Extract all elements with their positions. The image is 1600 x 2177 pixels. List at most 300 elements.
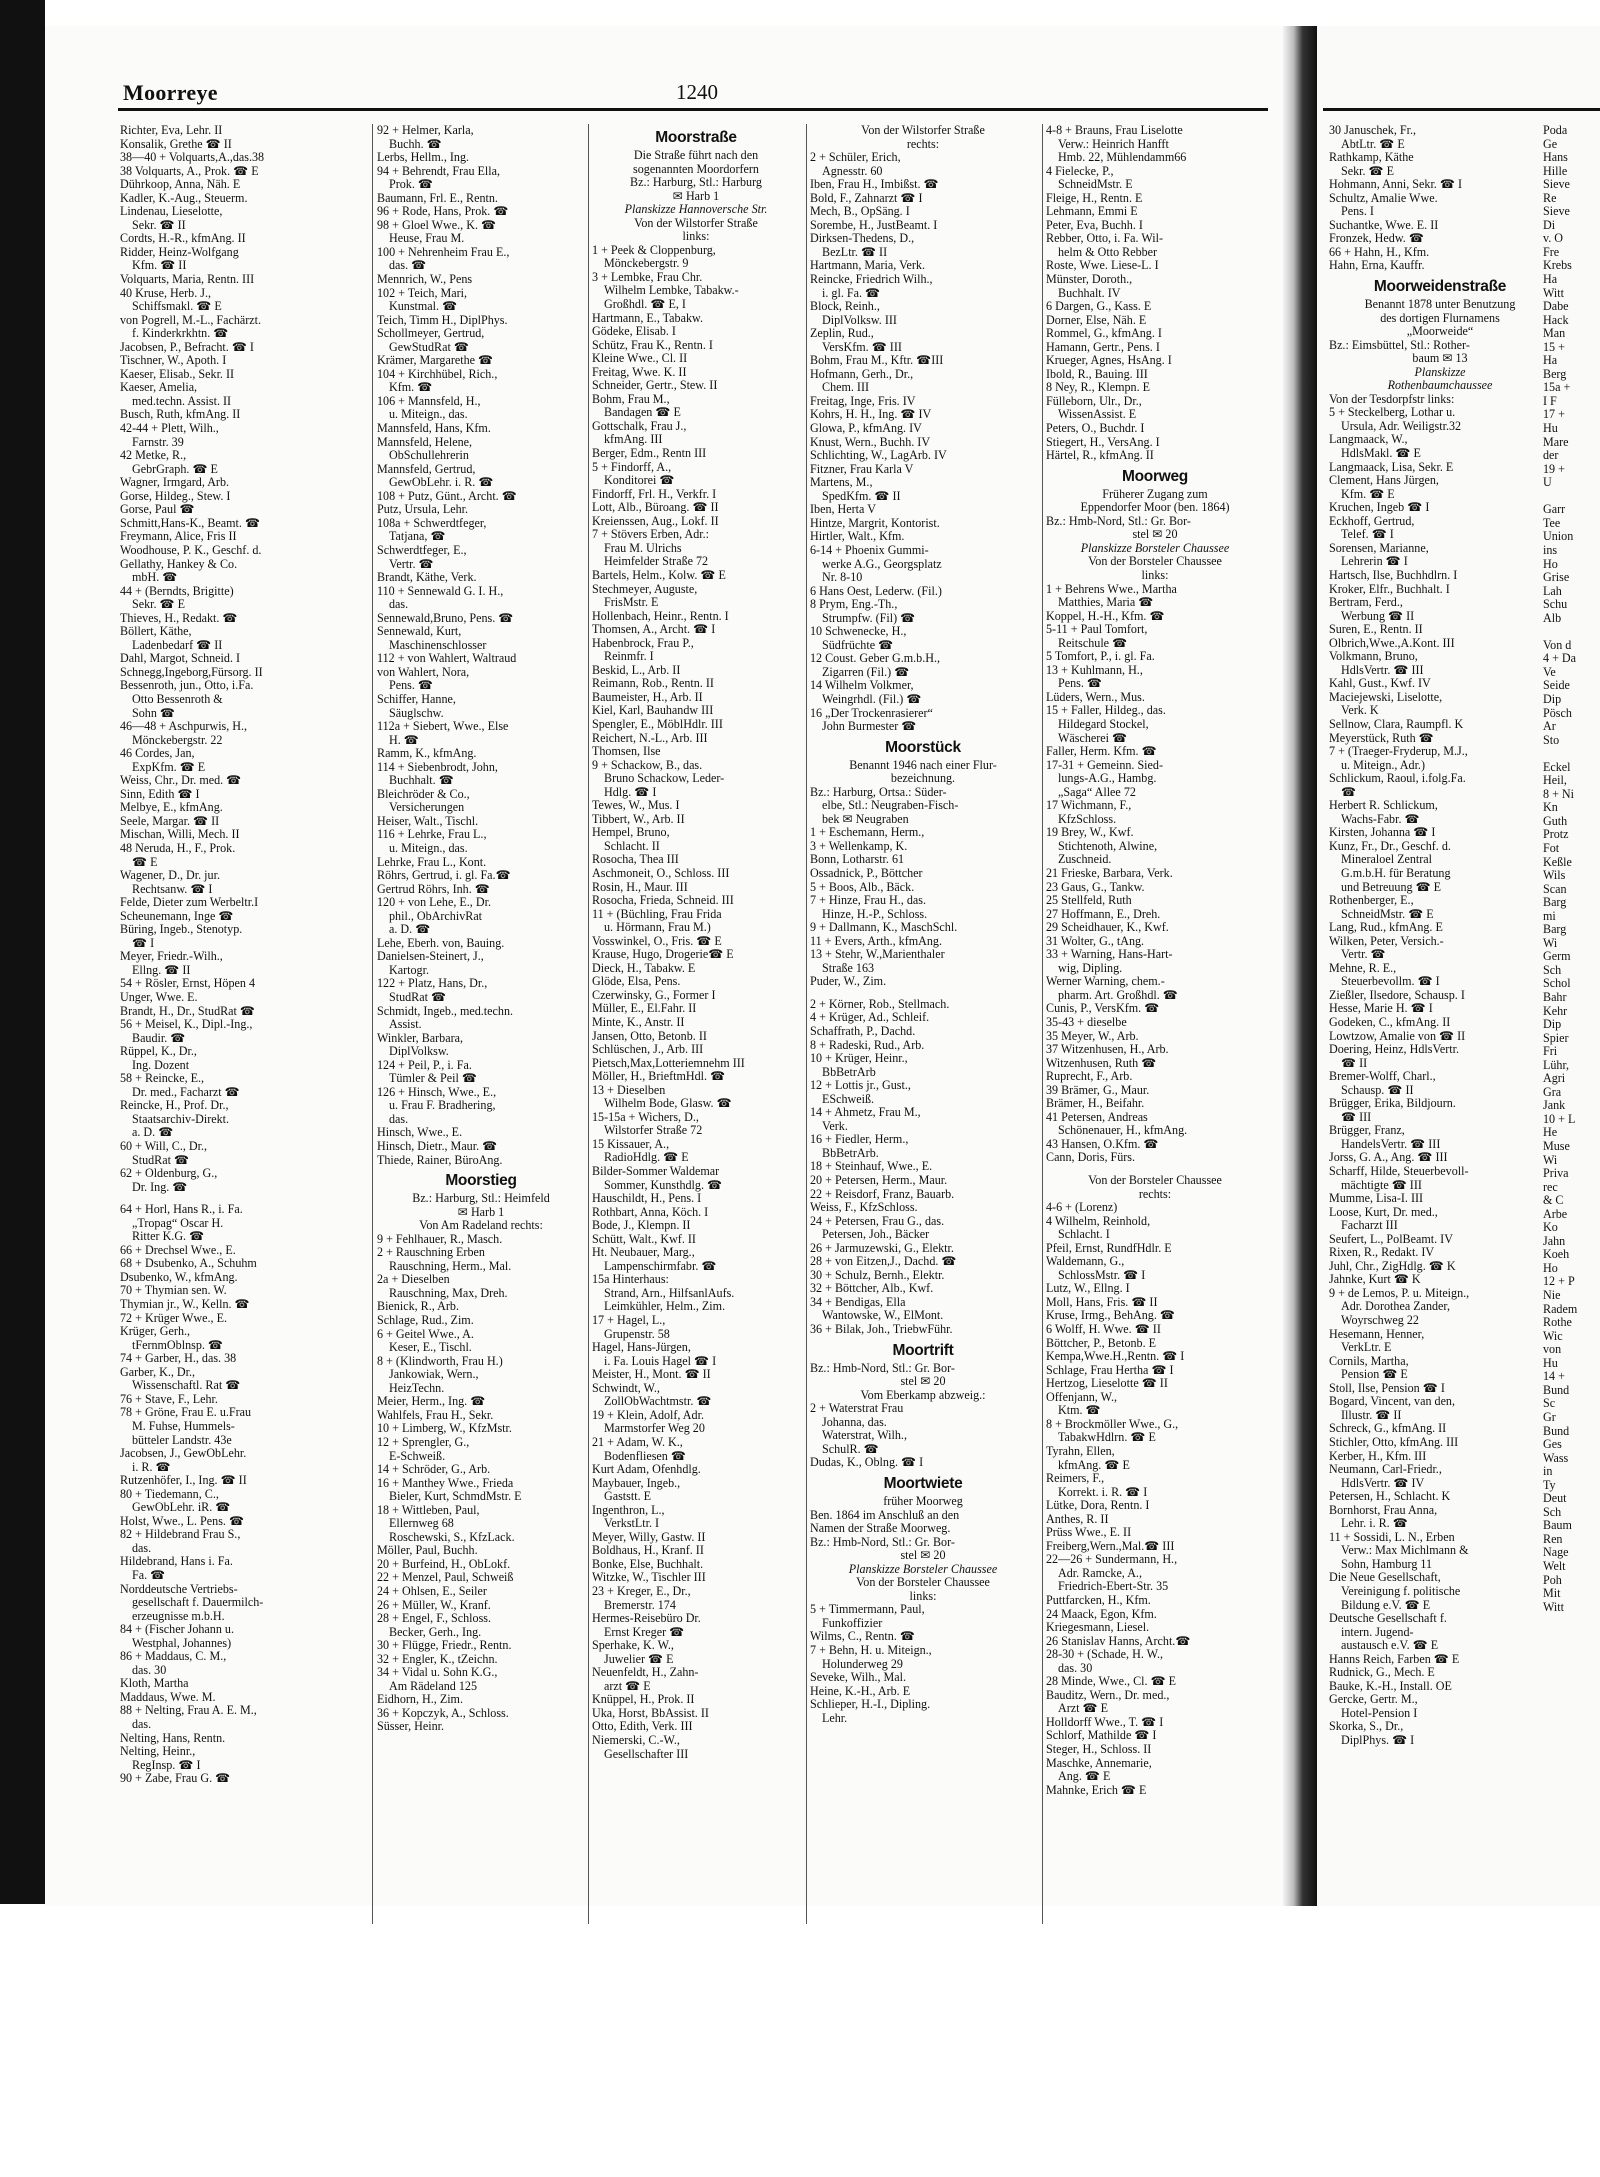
directory-entry: 4-6 + (Lorenz) <box>1046 1201 1118 1215</box>
directory-entry: ☎ E <box>132 855 158 869</box>
directory-entry: Reimann, Rob., Rentn. II <box>592 677 714 691</box>
directory-entry: Assist. <box>389 1018 422 1032</box>
directory-entry: Sennewald,Bruno, Pens. ☎ <box>377 611 514 625</box>
directory-entry: Am Rädeland 125 <box>389 1679 477 1693</box>
directory-entry: Versicherungen <box>389 801 465 815</box>
directory-entry: Holldorff Wwe., T. ☎ I <box>1046 1715 1164 1729</box>
directory-entry: Ritter K.G. ☎ <box>132 1230 205 1244</box>
directory-entry: Jorss, G. A., Ang. ☎ III <box>1329 1151 1448 1165</box>
directory-entry: Gercke, Gertr. M., <box>1329 1693 1418 1707</box>
directory-entry: Unger, Wwe. E. <box>120 991 198 1004</box>
directory-entry: Brügger, Erika, Bildjourn. <box>1329 1097 1456 1111</box>
street-note: Die Straße führt nach den <box>633 149 759 162</box>
directory-entry: 48 Neruda, H., F., Prok. <box>120 841 236 855</box>
directory-entry: VersKfm. ☎ III <box>822 340 902 354</box>
next-page-fragment: Baum <box>1543 1518 1572 1533</box>
directory-entry: 60 + Will, C., Dr., <box>120 1140 208 1154</box>
directory-entry: Ossadnick, P., Böttcher <box>810 866 923 880</box>
next-page-fragment: Sc <box>1543 1396 1556 1411</box>
directory-entry: Niemerski, C.-W., <box>592 1733 680 1747</box>
directory-entry: Sohn, Hamburg 11 <box>1341 1557 1433 1571</box>
next-page-fragment: rec <box>1543 1179 1558 1194</box>
directory-entry: 16 + Manthey Wwe., Frieda <box>377 1476 514 1490</box>
directory-entry: Lehmann, Emmi E <box>1046 205 1138 219</box>
directory-entry: Adr. Dorothea Zander, <box>1341 1300 1450 1314</box>
directory-entry: Rosin, H., Maur. III <box>592 880 688 894</box>
directory-entry: u. Hörmann, Frau M.) <box>604 921 711 935</box>
street-heading: Moorstieg <box>445 1172 517 1190</box>
directory-entry: Roste, Wwe. Liese-L. I <box>1046 259 1159 273</box>
directory-entry: Bz.: Harburg, Ortsa.: Süder- <box>810 785 947 799</box>
directory-entry: Kfm. ☎ E <box>1341 487 1395 501</box>
next-page-fragment: Agri <box>1543 1071 1566 1086</box>
directory-entry: i. R. ☎ <box>132 1460 171 1474</box>
directory-entry: 100 + Nehrenheim Frau E., <box>377 245 510 259</box>
directory-entry: 122 + Platz, Hans, Dr., <box>377 977 488 991</box>
column-1 <box>120 124 366 1914</box>
directory-entry: Keser, E., Tischl. <box>389 1341 472 1355</box>
street-note: Rothenbaumchaussee <box>1387 379 1493 393</box>
directory-entry: Offenjann, W., <box>1046 1390 1117 1404</box>
directory-entry: Heuse, Frau M. <box>389 232 465 246</box>
directory-entry: Verk. K <box>1341 704 1379 718</box>
street-note: baum ✉ 13 <box>1412 352 1468 366</box>
directory-entry: Winkler, Barbara, <box>377 1031 463 1045</box>
directory-entry: Woodhouse, P. K., Geschf. d. <box>120 543 262 557</box>
next-page-fragment: Mit <box>1543 1586 1561 1601</box>
directory-entry: John Burmester ☎ <box>822 720 917 734</box>
next-page-fragment: Seide <box>1543 678 1570 693</box>
directory-entry: Baudir. ☎ <box>132 1031 186 1045</box>
street-note: Früherer Zugang zum <box>1102 487 1208 501</box>
street-note: sogenannten Moordorfern <box>633 162 759 176</box>
directory-entry: Scharff, Hilde, Steuerbevoll- <box>1329 1165 1469 1179</box>
directory-entry: 21 Frieske, Barbara, Verk. <box>1046 866 1173 880</box>
directory-entry: Putz, Ursula, Lehr. <box>377 503 469 517</box>
directory-entry: Dudas, K., Oblng. ☎ I <box>810 1456 924 1470</box>
street-note: Planskizze Borsteler Chaussee <box>848 1562 998 1576</box>
directory-entry: 86 + Maddaus, C. M., <box>120 1650 227 1664</box>
directory-entry: 42-44 + Plett, Wilh., <box>120 422 219 436</box>
directory-entry: Knüppel, H., Prok. II <box>592 1693 695 1707</box>
directory-entry: Ibold, R., Bauing. III <box>1046 367 1148 381</box>
directory-entry: ZollObWachtmstr. ☎ <box>604 1395 712 1409</box>
directory-entry: 8 Ney, R., Klempn. E <box>1046 381 1151 395</box>
directory-entry: Hartmann, E., Tabakw. <box>592 311 703 325</box>
directory-entry: 62 + Oldenburg, G., <box>120 1167 218 1181</box>
directory-entry: 29 Scheidhauer, K., Kwf. <box>1046 921 1169 935</box>
directory-entry: 108a + Schwerdtfeger, <box>377 516 487 530</box>
directory-entry: Ladenbedarf ☎ II <box>132 638 223 652</box>
directory-entry: Mischan, Willi, Mech. II <box>120 828 240 842</box>
directory-entry: 40 Kruse, Herb. J., <box>120 286 212 300</box>
directory-entry: Bilder-Sommer Waldemar <box>592 1165 720 1179</box>
directory-entry: Deutsche Gesellschaft f. <box>1329 1612 1447 1626</box>
directory-entry: Thiede, Rainer, BüroAng. <box>377 1153 503 1167</box>
directory-entry: Südfrüchte ☎ <box>822 638 894 652</box>
next-page-fragment: Ge <box>1543 136 1558 151</box>
next-page-fragment: Dip <box>1543 691 1562 706</box>
directory-entry: Rommel, G., kfmAng. I <box>1046 327 1162 341</box>
directory-entry: Wilstorfer Straße 72 <box>604 1124 703 1138</box>
directory-entry: 2a + Dieselben <box>377 1273 450 1287</box>
directory-entry: 96 + Rode, Hans, Prok. ☎ <box>377 205 509 219</box>
directory-entry: 24 + Petersen, Frau G., das. <box>810 1214 945 1228</box>
directory-entry: 114 + Siebenbrodt, John, <box>377 760 498 774</box>
directory-entry: Lehrerin ☎ I <box>1341 555 1408 569</box>
directory-entry: Krause, Hugo, Drogerie☎ E <box>592 948 734 962</box>
directory-entry: Buchh. ☎ <box>389 137 442 151</box>
directory-entry: Bz.: Hmb-Nord, Stl.: Gr. Bor- <box>1046 514 1191 528</box>
street-note: Bz.: Harburg, Stl.: Heimfeld <box>412 1192 550 1206</box>
directory-entry: Brandt, H., Dr., StudRat ☎ <box>120 1004 255 1018</box>
directory-entry: StudRat ☎ <box>389 991 447 1004</box>
directory-entry: 9 + Schackow, B., das. <box>592 758 703 772</box>
directory-entry: Ursula, Adr. Weiligstr.32 <box>1341 419 1462 433</box>
directory-entry: Brämer, H., Beifahr. <box>1046 1097 1145 1111</box>
directory-entry: Brandt, Käthe, Verk. <box>377 571 477 585</box>
directory-entry: Matthies, Maria ☎ <box>1058 596 1154 610</box>
directory-entry: Lütke, Dora, Rentn. I <box>1046 1499 1150 1513</box>
next-page-fragment: Ho <box>1543 1260 1558 1275</box>
directory-entry: Gorse, Paul ☎ <box>120 503 195 517</box>
next-page-fragment: Sch <box>1543 1504 1562 1519</box>
directory-entry: 70 + Thymian sen. W. <box>120 1284 227 1298</box>
directory-entry: Herbert R. Schlickum, <box>1329 799 1438 813</box>
directory-entry: Zießler, Ilsedore, Schausp. I <box>1329 988 1465 1002</box>
directory-entry: mbH. ☎ <box>132 571 178 585</box>
directory-entry: Sommer, Kunsthdlg. ☎ <box>604 1178 723 1192</box>
next-page-fragment: Union <box>1543 529 1574 544</box>
directory-entry: 94 + Behrendt, Frau Ella, <box>377 164 501 178</box>
directory-entry: Werner Warning, chem.- <box>1046 975 1165 989</box>
directory-entry: Bode, J., Klempn. II <box>592 1219 691 1233</box>
directory-entry: Mumme, Lisa-I. III <box>1329 1192 1424 1206</box>
next-page-fragment: Bund <box>1543 1382 1570 1397</box>
directory-entry: Schlichting, W., LagArb. IV <box>810 449 947 463</box>
next-page-fragment: Lah <box>1543 583 1562 598</box>
directory-entry: 7 + (Traeger-Fryderup, M.J., <box>1329 745 1468 759</box>
directory-entry: Freiberg,Wern.,Mal.☎ III <box>1046 1539 1175 1553</box>
directory-entry: Mennrich, W., Pens <box>377 273 473 287</box>
directory-entry: Sperhake, K. W., <box>592 1639 674 1653</box>
next-page-fragment: Grise <box>1543 570 1570 585</box>
directory-entry: Cunis, P., VersKfm. ☎ <box>1046 1002 1160 1016</box>
directory-entry: Hinze, H.-P., Schloss. <box>822 907 928 921</box>
directory-entry: Bz.: Hmb-Nord, Stl.: Gr. Bor- <box>810 1535 955 1549</box>
next-page-fragment: Dabe <box>1543 299 1569 314</box>
next-page-fragment: Wils <box>1543 868 1566 883</box>
directory-entry: Ktm. ☎ <box>1058 1404 1101 1418</box>
next-page-fragment: Ty <box>1543 1477 1556 1492</box>
next-page-fragment: Scan <box>1543 881 1567 896</box>
directory-entry: bütteler Landstr. 43e <box>132 1433 232 1447</box>
directory-entry: Juwelier ☎ E <box>604 1652 674 1666</box>
street-note: stel ✉ 20 <box>900 1549 946 1563</box>
directory-entry: 14 Wilhelm Volkmer, <box>810 679 914 693</box>
next-page-fragment: Gr <box>1543 1409 1556 1424</box>
directory-entry: Rixen, R., Redakt. IV <box>1329 1246 1435 1260</box>
directory-entry: 17 Wichmann, F., <box>1046 799 1132 813</box>
next-page-fragment: Sto <box>1543 732 1560 747</box>
street-note: Vom Eberkamp abzweig.: <box>860 1388 986 1402</box>
directory-entry: Schlüschen, J., Arb. III <box>592 1043 704 1057</box>
directory-entry: Gödeke, Elisab. I <box>592 325 676 339</box>
directory-entry: 2 + Rauschning Erben <box>377 1246 485 1260</box>
street-note: Benannt 1878 unter Benutzung <box>1364 298 1516 312</box>
directory-entry: 32 + Engler, K., tZeichn. <box>377 1652 498 1666</box>
directory-entry: austausch e.V. ☎ E <box>1341 1639 1439 1653</box>
directory-entry: Adr. Ramcke, A., <box>1058 1566 1142 1580</box>
directory-entry: 14 + Schröder, G., Arb. <box>377 1463 491 1477</box>
directory-entry: Konditorei ☎ <box>604 474 675 488</box>
directory-entry: Mönckebergstr. 9 <box>604 257 689 271</box>
directory-entry: Heiser, Walt., Tischl. <box>377 814 479 828</box>
street-heading: Moorweg <box>1122 467 1188 485</box>
directory-entry: Maschinenschlosser <box>389 638 487 652</box>
directory-entry: 43 Hansen, O.Kfm. ☎ <box>1046 1137 1159 1151</box>
directory-entry: Lehe, Eberh. von, Bauing. <box>377 936 505 950</box>
directory-entry: Schütt, Walt., Kwf. II <box>592 1232 696 1246</box>
directory-entry: Puder, W., Zim. <box>810 975 887 989</box>
directory-entry: 92 + Helmer, Karla, <box>377 124 474 137</box>
directory-entry: 5 + Timmermann, Paul, <box>810 1603 925 1617</box>
directory-entry: 21 + Adam, W. K., <box>592 1435 683 1449</box>
next-page-fragment: von <box>1543 1342 1562 1357</box>
directory-entry: Rechtsanw. ☎ I <box>132 882 213 896</box>
directory-entry: Kahl, Gust., Kwf. IV <box>1329 677 1431 691</box>
page-title: Moorreye <box>123 80 218 105</box>
next-page-fragment: Bund <box>1543 1423 1570 1438</box>
directory-entry: 46—48 + Aschpurwis, H., <box>120 720 248 734</box>
directory-entry: Clement, Hans Jürgen, <box>1329 474 1439 488</box>
directory-entry: Nr. 8-10 <box>822 571 863 585</box>
directory-entry: 28 Minde, Wwe., Cl. ☎ E <box>1046 1675 1177 1689</box>
directory-entry: 18 + Wittleben, Paul, <box>377 1503 480 1517</box>
directory-entry: Farnstr. 39 <box>132 435 184 449</box>
directory-entry: 17-31 + Gemeinn. Sied- <box>1046 758 1163 772</box>
directory-entry: Leimkühler, Helm., Zim. <box>604 1300 726 1314</box>
directory-entry: GewObLehr. i. R. ☎ <box>389 476 494 490</box>
next-page-fragment: Von d <box>1543 637 1572 652</box>
directory-entry: Kunstmal. ☎ <box>389 300 458 314</box>
directory-entry: 36 + Bilak, Joh., TriebwFühr. <box>810 1323 953 1337</box>
next-page-fragment: 10 + L <box>1543 1111 1576 1126</box>
directory-entry: 46 Cordes, Jan, <box>120 747 195 761</box>
scan-left-edge <box>0 0 45 1904</box>
directory-entry: 82 + Hildebrand Frau S., <box>120 1528 241 1542</box>
column-4 <box>810 124 1036 1914</box>
next-page-fragment: 15a + <box>1543 380 1571 395</box>
directory-entry: Schiffer, Hanne, <box>377 692 456 706</box>
directory-entry: ☎ III <box>1341 1110 1372 1124</box>
directory-entry: Mineraloel Zentral <box>1341 853 1432 867</box>
directory-entry: Hintze, Margrit, Kontorist. <box>810 516 940 530</box>
directory-entry: 39 Brämer, G., Maur. <box>1046 1083 1150 1097</box>
street-note: links: <box>1141 568 1169 582</box>
directory-entry: Puttfarcken, H., Kfm. <box>1046 1593 1151 1607</box>
directory-entry: Jankowiak, Wern., <box>389 1368 479 1382</box>
directory-entry: DiplVolksw. III <box>822 313 897 327</box>
directory-entry: Lowtzow, Amalie von ☎ II <box>1329 1029 1466 1043</box>
directory-entry: Rauschning, Max, Dreh. <box>389 1286 508 1300</box>
directory-entry: 37 Witzenhusen, H., Arb. <box>1046 1043 1169 1057</box>
directory-entry: Schreck, G., kfmAng. II <box>1329 1422 1447 1436</box>
directory-entry: Konsalik, Grethe ☎ II <box>120 137 232 151</box>
directory-entry: Cordts, H.-R., kfmAng. II <box>120 232 246 246</box>
next-page-fragment: Ren <box>1543 1531 1563 1546</box>
directory-entry: Kadler, K.-Aug., Steuerm. <box>120 191 248 205</box>
directory-entry: Sellnow, Clara, Raumpfl. K <box>1329 717 1464 731</box>
directory-entry: Freitag, Inge, Fris. IV <box>810 394 916 408</box>
directory-entry: Findorff, Frl. H., Verkfr. I <box>592 487 717 501</box>
directory-entry: Petersen, H., Schlacht. K <box>1329 1490 1451 1504</box>
directory-entry: Meyerstück, Ruth ☎ <box>1329 731 1434 745</box>
directory-entry: Hauschildt, H., Pens. I <box>592 1192 702 1206</box>
directory-entry: 4-8 + Brauns, Frau Liselotte <box>1046 124 1183 137</box>
directory-entry: Richter, Eva, Lehr. II <box>120 124 223 137</box>
directory-entry: 2 + Waterstrat Frau <box>810 1402 904 1416</box>
directory-entry: 116 + Lehrke, Frau L., <box>377 828 487 842</box>
directory-entry: Verw.: Heinrich Hanfft <box>1058 137 1169 151</box>
directory-entry: Martens, M., <box>810 476 873 490</box>
directory-entry: 26 + Müller, W., Kranf. <box>377 1598 491 1612</box>
next-page-fragment: Jank <box>1543 1098 1566 1113</box>
directory-entry: Weiss, F., KfzSchloss. <box>810 1201 918 1215</box>
directory-entry: Steuerbevollm. ☎ I <box>1341 975 1440 989</box>
directory-entry: Rothenberger, E., <box>1329 894 1414 908</box>
directory-entry: 5 + Findorff, A., <box>592 460 672 474</box>
directory-entry: Ing. Dozent <box>132 1058 190 1072</box>
directory-entry: ESchweiß. <box>822 1092 875 1106</box>
directory-entry: Kartogr. <box>389 963 429 977</box>
directory-entry: 35-43 + dieselbe <box>1046 1016 1127 1029</box>
directory-entry: Pens. I <box>1341 205 1374 219</box>
street-note: Eppendorfer Moor (ben. 1864) <box>1080 501 1230 515</box>
directory-entry: GewStudRat ☎ <box>389 340 469 354</box>
directory-entry: Weingrhdl. (Fil.) ☎ <box>822 692 922 706</box>
directory-entry: Zeplin, Rud., <box>810 327 874 341</box>
directory-entry: Hotel-Pension I <box>1341 1706 1418 1720</box>
directory-entry: 15 + Faller, Hildeg., das. <box>1046 704 1166 718</box>
directory-entry: Hildebrand, Hans i. Fa. <box>120 1555 233 1569</box>
directory-entry: Straße 163 <box>822 961 875 975</box>
directory-entry: Lott, Alb., Büroang. ☎ II <box>592 501 719 515</box>
directory-entry: Sekr. ☎ II <box>132 218 186 232</box>
directory-entry: SpedKfm. ☎ II <box>822 489 901 503</box>
street-heading: Moorstraße <box>655 129 737 146</box>
street-note: Von Am Radeland rechts: <box>419 1219 543 1233</box>
directory-entry: Doering, Heinz, HdlsVertr. <box>1329 1043 1459 1057</box>
directory-entry: Sekr. ☎ E <box>132 598 186 612</box>
directory-entry: Schmidt, Ingeb., med.techn. <box>377 1004 514 1018</box>
directory-entry: Kiel, Karl, Bauhandw III <box>592 704 714 718</box>
directory-entry: Dahl, Margot, Schneid. I <box>120 652 241 666</box>
directory-entry: Tewes, W., Mus. I <box>592 799 680 813</box>
directory-entry: Rebber, Otto, i. Fa. Wil- <box>1046 232 1164 246</box>
directory-entry: Ellng. ☎ II <box>132 963 191 977</box>
street-note: stel ✉ 20 <box>900 1375 946 1389</box>
directory-entry: Bonn, Lotharstr. 61 <box>810 853 905 867</box>
directory-entry: Ingenthron, L., <box>592 1503 665 1517</box>
directory-entry: Thomsen, A., Archt. ☎ I <box>592 623 716 637</box>
directory-entry: E-Schweiß. <box>389 1449 446 1463</box>
next-page-fragment: Wi <box>1543 1152 1558 1167</box>
directory-entry: Prok. ☎ <box>389 178 433 192</box>
directory-entry: Nelting, Heinr., <box>120 1745 196 1759</box>
next-page-fragment: Witt <box>1543 285 1565 300</box>
directory-entry: HdlsMakl. ☎ E <box>1341 447 1421 461</box>
directory-entry: Kurt Adam, Ofenhdlg. <box>592 1463 701 1477</box>
next-page-fragment: Schu <box>1543 597 1568 612</box>
next-page-fragment: Fot <box>1543 840 1560 855</box>
next-page-fragment: Hille <box>1543 163 1568 178</box>
directory-entry: Wahlfels, Frau H., Sekr. <box>377 1408 494 1422</box>
directory-entry: 28-30 + (Schade, H. W., <box>1046 1648 1163 1662</box>
directory-entry: helm & Otto Rebber <box>1058 245 1158 259</box>
directory-entry: Hinsch, Dietr., Maur. ☎ <box>377 1140 498 1154</box>
directory-entry: 19 + Klein, Adolf, Adr. <box>592 1408 704 1422</box>
street-heading: Moortrift <box>892 1341 954 1359</box>
next-page-fragment: & C <box>1543 1193 1564 1208</box>
directory-entry: i. gl. Fa. ☎ <box>822 286 881 300</box>
street-note: bezeichnung. <box>890 772 956 786</box>
directory-entry: das. <box>132 1541 152 1555</box>
directory-entry: Fa. ☎ <box>132 1568 166 1582</box>
directory-entry: Tatjana, ☎ <box>389 530 446 544</box>
directory-entry: Tyrahn, Ellen, <box>1046 1444 1115 1458</box>
directory-entry: Bleichröder & Co., <box>377 787 470 801</box>
directory-entry: Thomsen, Ilse <box>592 745 661 759</box>
directory-entry: Hirtler, Walt., Kfm. <box>810 530 905 544</box>
directory-entry: das. <box>132 1717 152 1731</box>
directory-entry: Faller, Herm. Kfm. ☎ <box>1046 745 1157 759</box>
directory-entry: Baumann, Frl. E., Rentn. <box>377 191 498 205</box>
directory-entry: Sinn, Edith ☎ I <box>120 787 200 801</box>
directory-entry: Roschewski, S., KfzLack. <box>389 1530 515 1544</box>
directory-entry: Ridder, Heinz-Wolfgang <box>120 245 239 259</box>
next-page-fragment: Man <box>1543 326 1566 341</box>
street-note: Planskizze Borsteler Chaussee <box>1080 541 1230 555</box>
directory-entry: 1 + Behrens Wwe., Martha <box>1046 582 1177 596</box>
directory-entry: Lehr. <box>822 1711 848 1725</box>
next-page-fragment: Protz <box>1543 827 1569 842</box>
directory-entry: Peter, Eva, Buchh. I <box>1046 218 1143 232</box>
directory-entry: 98 + Gloel Wwe., K. ☎ <box>377 218 497 232</box>
directory-entry: 10 Schwenecke, H., <box>810 625 907 639</box>
directory-entry: Neumann, Carl-Friedr., <box>1329 1463 1442 1477</box>
directory-entry: 38—40 + Volquarts,A.,das.38 <box>120 151 265 165</box>
directory-entry: Stichtenoth, Alwine, <box>1058 839 1158 853</box>
directory-entry: 9 + de Lemos, P. u. Miteign., <box>1329 1286 1470 1300</box>
street-note: „Moorweide“ <box>1406 325 1474 339</box>
directory-entry: Vertr. ☎ <box>389 557 434 571</box>
directory-entry: 17 + Hagel, L., <box>592 1314 666 1328</box>
directory-entry: Hamann, Gertr., Pens. I <box>1046 340 1160 354</box>
street-note: links: <box>682 230 710 244</box>
directory-entry: 38 Volquarts, A., Prok. ☎ E <box>120 164 259 178</box>
directory-entry: Kfm. ☎ <box>389 381 433 395</box>
directory-entry: Die Neue Gesellschaft, <box>1329 1571 1441 1585</box>
street-note: ✉ Harb 1 <box>672 189 720 203</box>
spacer <box>810 989 1036 998</box>
directory-entry: Hempel, Bruno, <box>592 826 670 840</box>
directory-entry: Hermes-Reisebüro Dr. <box>592 1612 701 1626</box>
directory-entry: intern. Jugend- <box>1341 1625 1414 1639</box>
directory-entry: Stichler, Otto, kfmAng. III <box>1329 1435 1459 1449</box>
directory-entry: Härtel, R., kfmAng. II <box>1046 449 1154 463</box>
directory-entry: Jahnke, Kurt ☎ K <box>1329 1273 1421 1287</box>
